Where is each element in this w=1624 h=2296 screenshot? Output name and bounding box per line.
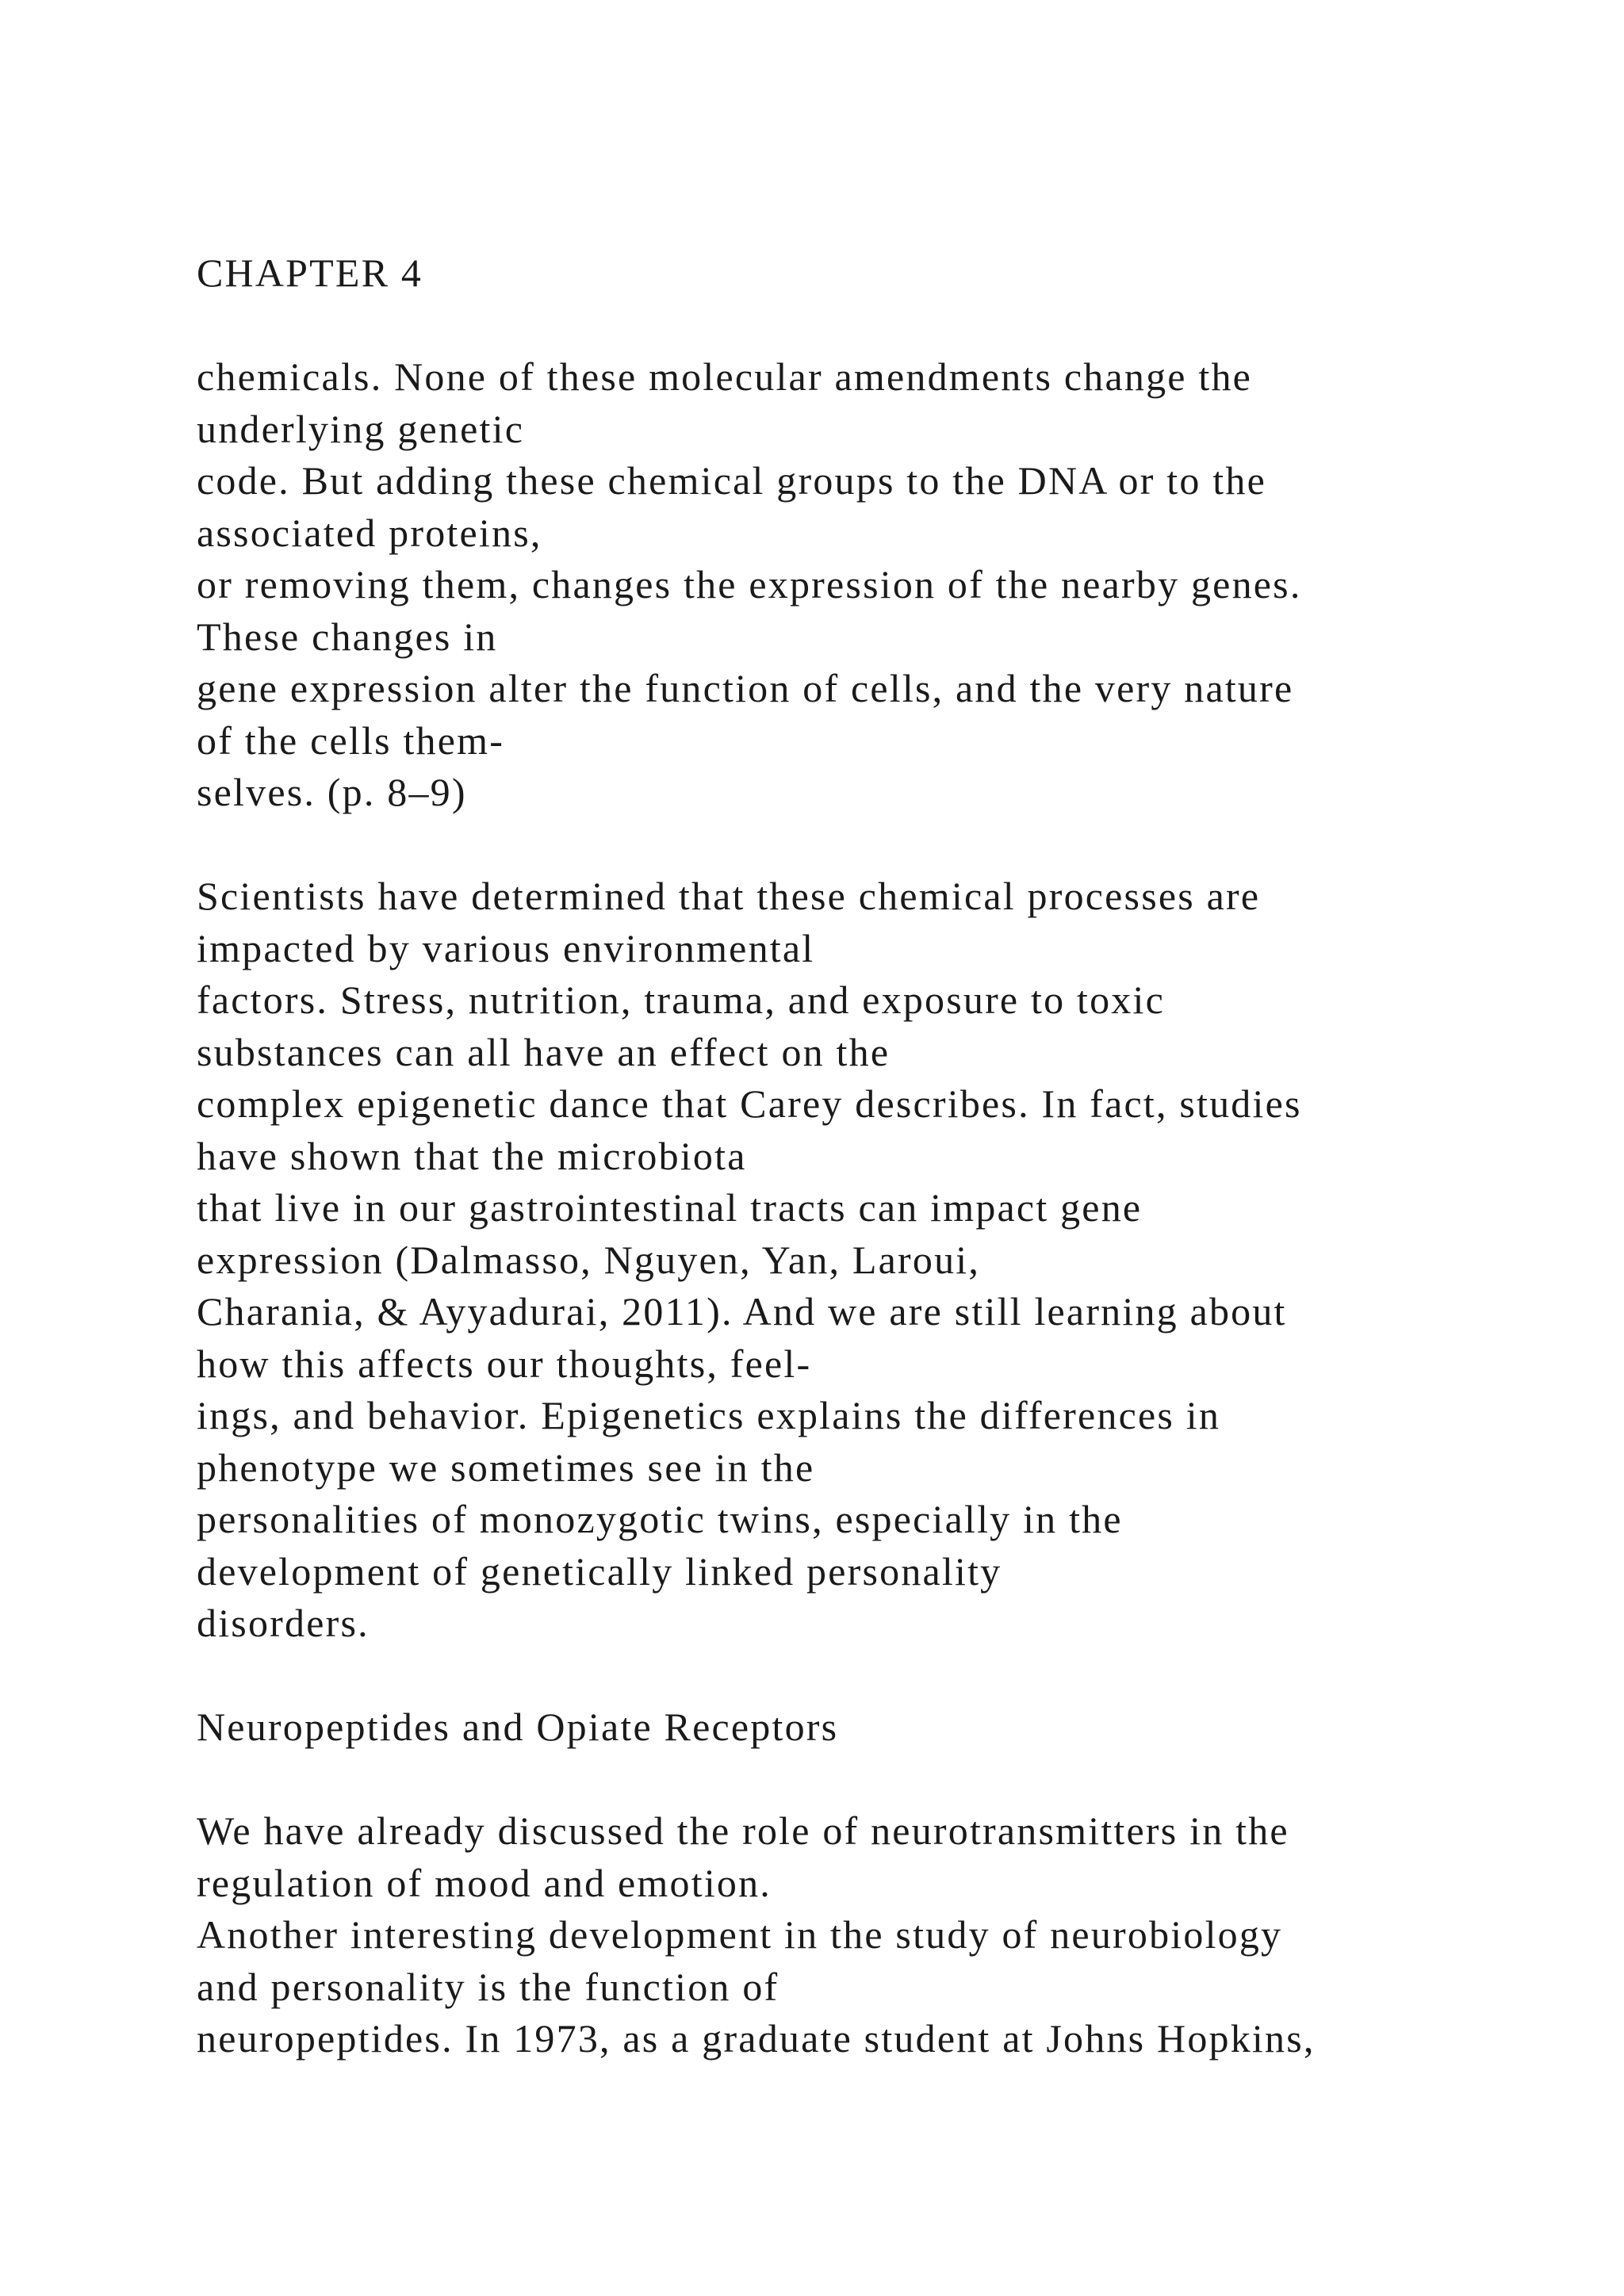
paragraph-1-line: or removing them, changes the expression of the nearby genes. [197,562,1302,607]
paragraph-2-line: development of genetically linked personality [197,1548,1002,1594]
paragraph-1-line: underlying genetic [197,406,525,451]
paragraph-1-line: These changes in [197,614,498,659]
paragraph-3-line: regulation of mood and emotion. [197,1860,772,1905]
paragraph-2-line: disorders. [197,1601,370,1645]
blank-line [197,1754,1592,1806]
paragraph-1-line: gene expression alter the function of cells, and the very nature [197,666,1294,710]
paragraph-2-line: Charania, & Ayyadurai, 2011). And we are still learning about [197,1289,1287,1334]
paragraph-2-line: impacted by various environmental [197,925,815,970]
paragraph-2-line: personalities of monozygotic twins, especially in the [197,1497,1123,1541]
paragraph-2-line: that live in our gastrointestinal tracts can impact gene [197,1185,1143,1230]
paragraph-3-line: Another interesting development in the study of neurobiology [197,1912,1283,1957]
paragraph-2-line: complex epigenetic dance that Carey describes. In fact, studies [197,1081,1302,1126]
paragraph-3-line: neuropeptides. In 1973, as a graduate student at Johns Hopkins, [197,2016,1316,2061]
paragraph-1-line: selves. (p. 8–9) [197,770,467,814]
blank-line [197,1650,1592,1702]
paragraph-2-line: factors. Stress, nutrition, trauma, and exposure to toxic [197,978,1165,1022]
paragraph-3-line: and personality is the function of [197,1964,779,2009]
chapter-heading: CHAPTER 4 [197,251,423,295]
document-body [197,247,1592,2065]
paragraph-2-line: Scientists have determined that these chemical processes are [197,874,1261,918]
paragraph-1-line: chemicals. None of these molecular amendments change the [197,354,1253,399]
paragraph-2-line: ings, and behavior. Epigenetics explains the differences in [197,1393,1221,1437]
paragraph-3-line: We have already discussed the role of neurotransmitters in the [197,1808,1289,1853]
paragraph-2-line: substances can all have an effect on the [197,1029,891,1074]
paragraph-2-line: how this affects our thoughts, feel- [197,1341,812,1386]
section-heading: Neuropeptides and Opiate Receptors [197,1705,839,1749]
blank-line [197,300,1592,352]
paragraph-1-line: code. But adding these chemical groups to the DNA or to the [197,458,1266,503]
blank-line [197,819,1592,871]
paragraph-1-line: of the cells them- [197,718,505,763]
paragraph-2-line: have shown that the microbiota [197,1133,747,1178]
paragraph-1-line: associated proteins, [197,510,542,555]
paragraph-2-line: phenotype we sometimes see in the [197,1445,815,1490]
paragraph-2-line: expression (Dalmasso, Nguyen, Yan, Laroui, [197,1237,981,1282]
